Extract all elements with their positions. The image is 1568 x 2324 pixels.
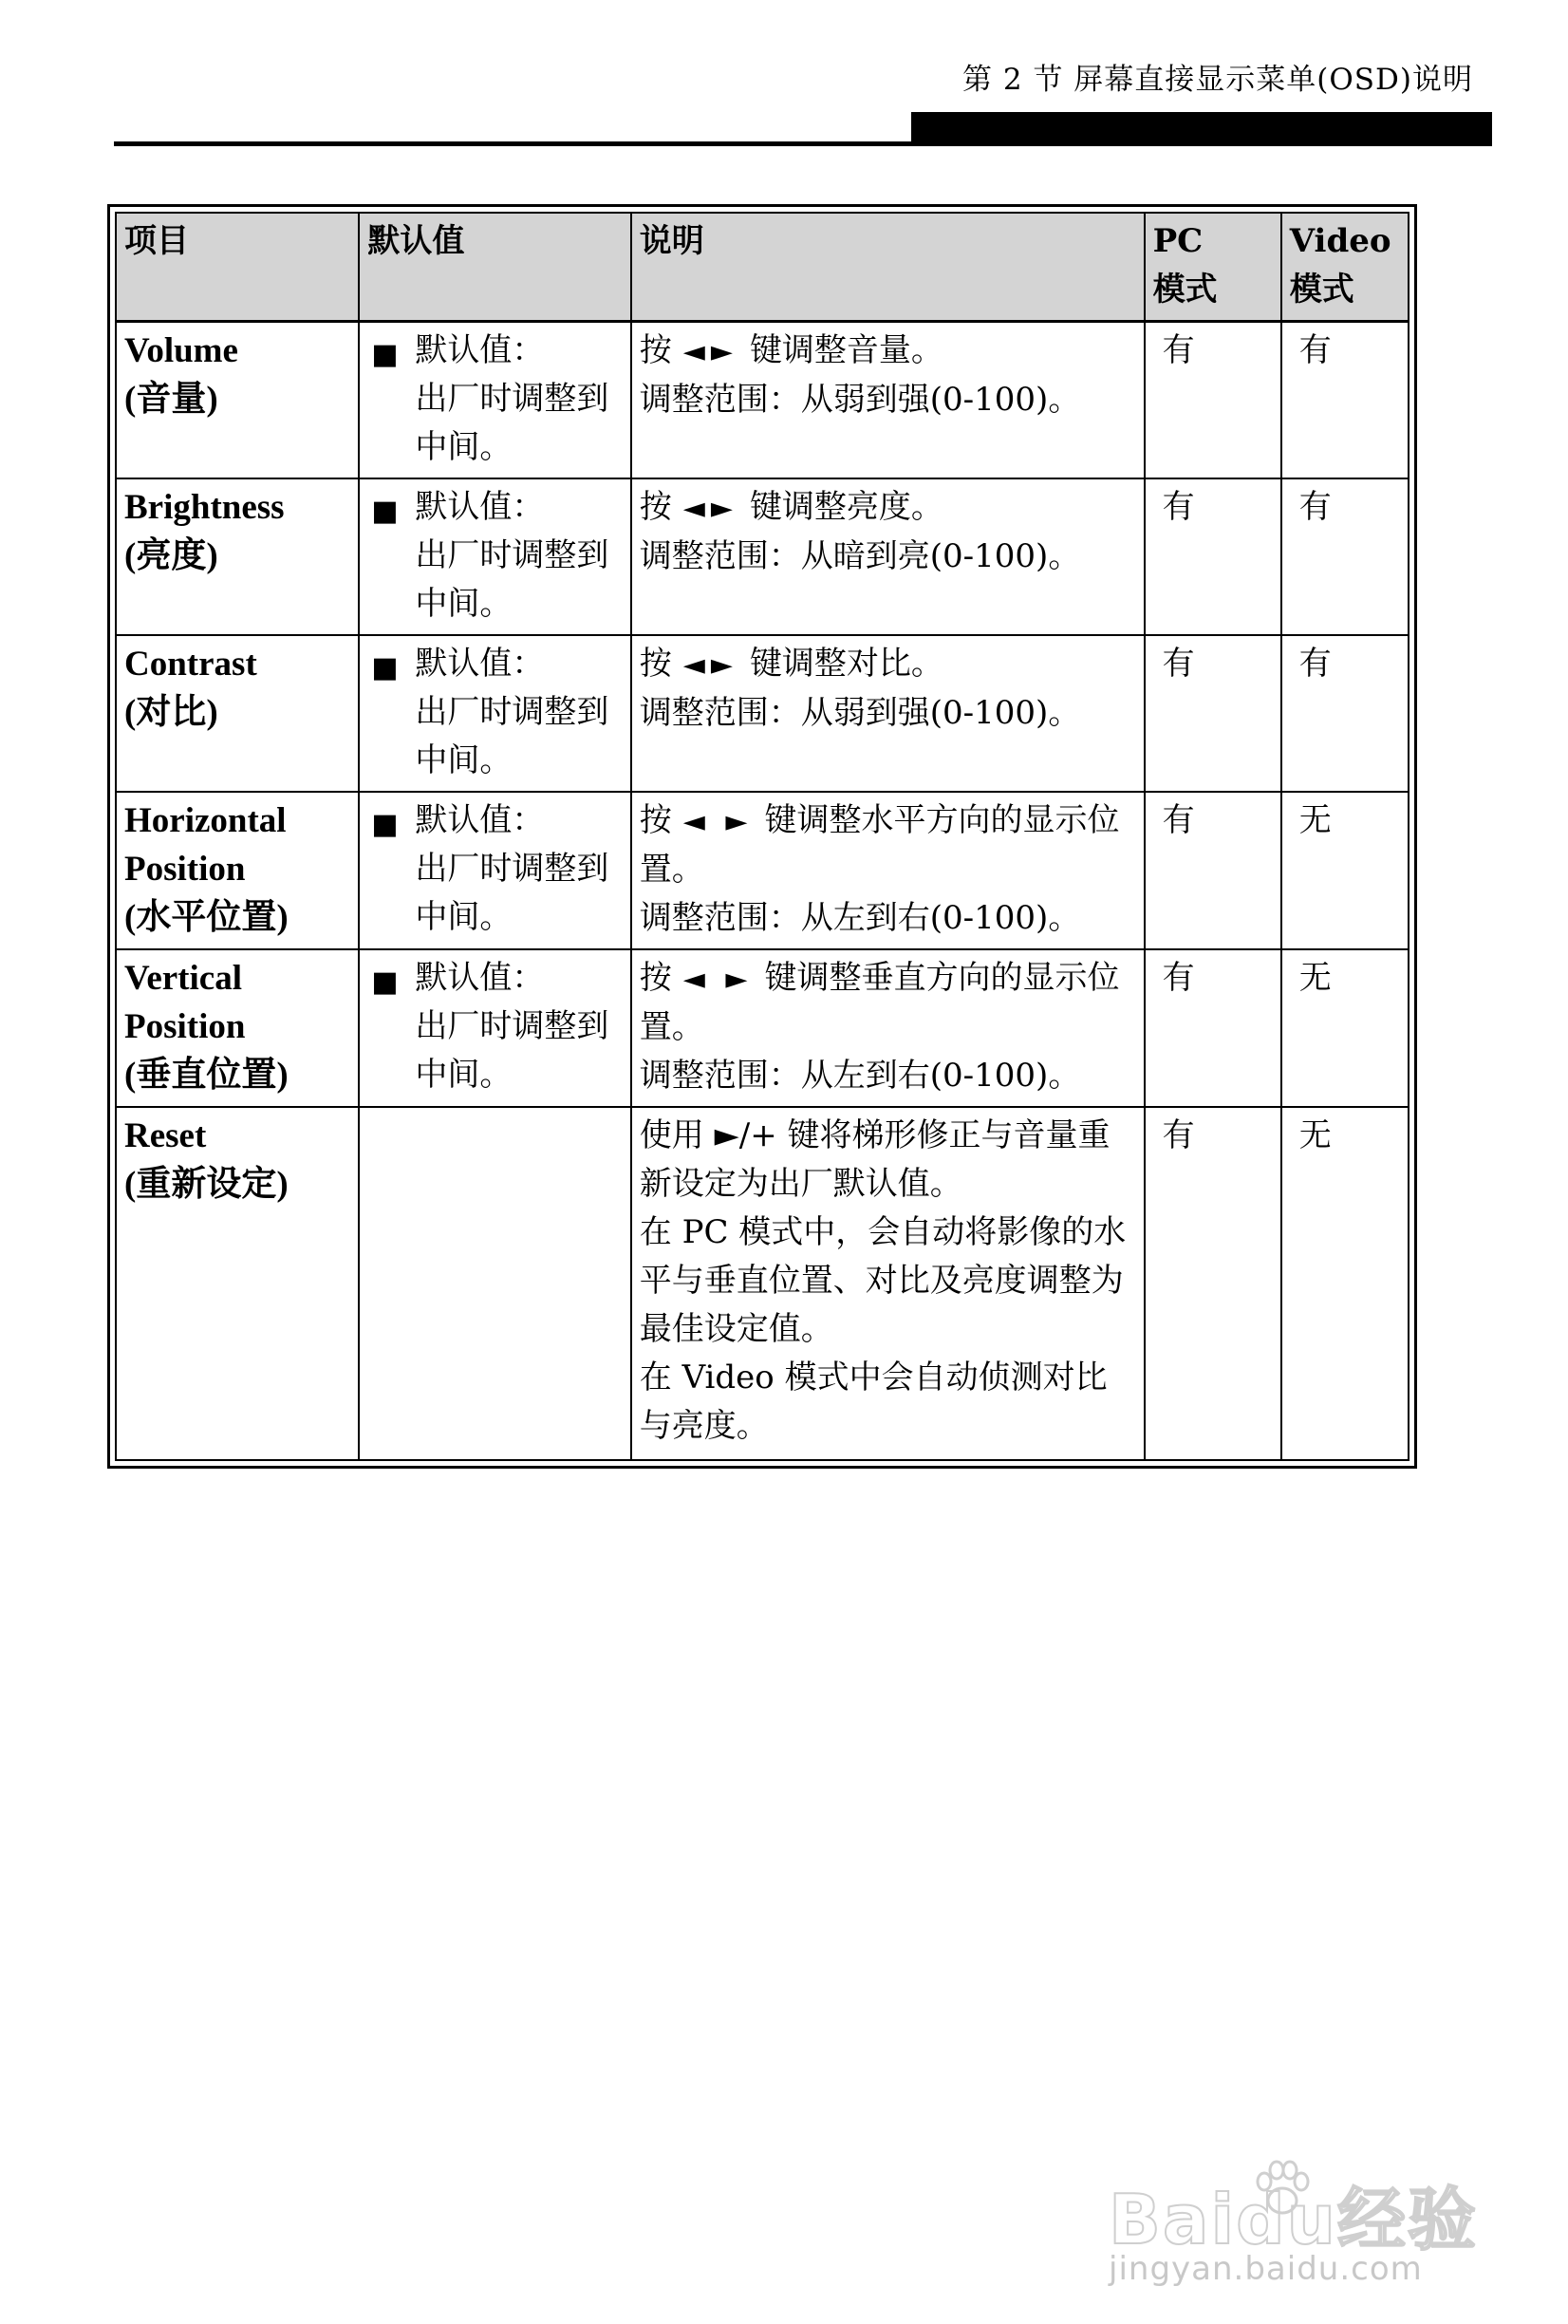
- pc-mode-cell: 有: [1145, 635, 1281, 792]
- column-header-description: 说明: [631, 213, 1145, 322]
- default-label: 默认值：: [415, 645, 545, 683]
- table-row-vertical-position: [116, 949, 1409, 1107]
- square-bullet-icon: ■: [371, 651, 399, 684]
- square-bullet-icon: ■: [371, 495, 399, 528]
- pc-mode-cell: 有: [1145, 1107, 1281, 1460]
- item-name-cell: [116, 1107, 359, 1460]
- default-value: 出厂时调整到中间。: [415, 536, 609, 623]
- default-value: 出厂时调整到中间。: [415, 380, 609, 466]
- default-label: 默认值：: [415, 801, 545, 839]
- item-name-en-line2: Position: [124, 850, 246, 889]
- left-right-arrow-icon: ◄►: [682, 648, 738, 682]
- table-header-row: [116, 213, 1409, 322]
- pc-mode-label-line2: 模式: [1152, 271, 1218, 309]
- pc-mode-cell: 有: [1145, 478, 1281, 635]
- pc-mode-label-line1: PC: [1152, 222, 1204, 260]
- description-cell: [631, 478, 1145, 635]
- description-cell: [631, 322, 1145, 479]
- default-value: 出厂时调整到中间。: [415, 693, 609, 779]
- description-range: 调整范围：从弱到强(0-100)。: [639, 381, 1081, 419]
- square-bullet-icon: ■: [371, 808, 399, 841]
- description-cell: [631, 635, 1145, 792]
- square-bullet-icon: ■: [371, 338, 399, 371]
- item-name-zh: (垂直位置): [124, 1056, 289, 1095]
- item-name-zh: (重新设定): [124, 1165, 289, 1204]
- video-mode-cell: 有: [1281, 322, 1409, 479]
- left-right-arrow-icon: ◄ ►: [682, 963, 754, 996]
- description-line: 按 ◄ ► 键调整垂直方向的显示位置。: [640, 954, 1136, 1052]
- default-label: 默认值：: [415, 959, 545, 997]
- description-range: 调整范围：从弱到强(0-100)。: [639, 694, 1081, 732]
- item-name-cell: [116, 478, 359, 635]
- description-range: 调整范围：从暗到亮(0-100)。: [639, 537, 1081, 575]
- left-right-arrow-icon: ◄►: [682, 492, 738, 525]
- description-paragraph: 在 Video 模式中会自动侦测对比与亮度。: [639, 1359, 1108, 1445]
- default-label: 默认值：: [415, 331, 545, 369]
- osd-table-frame: [107, 204, 1417, 1469]
- default-cell: [359, 322, 630, 479]
- default-cell: [359, 478, 630, 635]
- item-name-en-line2: Position: [124, 1007, 246, 1046]
- video-mode-label-line2: 模式: [1289, 271, 1354, 309]
- column-header-pc-mode: [1145, 213, 1281, 322]
- description-line: 按 ◄► 键调整音量。: [640, 327, 1136, 376]
- pc-mode-cell: 有: [1145, 949, 1281, 1107]
- video-mode-cell: 无: [1281, 1107, 1409, 1460]
- item-name-en: Contrast: [124, 645, 257, 684]
- item-name-cell: [116, 635, 359, 792]
- watermark-url: jingyan.baidu.com: [1109, 2250, 1423, 2288]
- item-name-en: Brightness: [124, 488, 285, 527]
- table-row-brightness: [116, 478, 1409, 635]
- item-name-cell: [116, 322, 359, 479]
- square-bullet-icon: ■: [371, 965, 399, 999]
- description-line: 按 ◄► 键调整亮度。: [640, 483, 1136, 533]
- column-header-default: 默认值: [359, 213, 630, 322]
- page-header: [0, 0, 1568, 152]
- item-name-en-line1: Horizontal: [124, 801, 287, 840]
- description-cell: [631, 792, 1145, 949]
- left-right-arrow-icon: ◄►: [682, 335, 738, 368]
- item-name-zh: (对比): [124, 693, 218, 732]
- default-cell: [359, 949, 630, 1107]
- default-value: 出厂时调整到中间。: [415, 850, 609, 936]
- header-rule: [114, 141, 1473, 146]
- video-mode-cell: 无: [1281, 949, 1409, 1107]
- section-title: 第 2 节 屏幕直接显示菜单(OSD)说明: [962, 63, 1473, 97]
- item-name-en: Reset: [124, 1116, 207, 1155]
- video-mode-label-line1: Video: [1289, 222, 1391, 260]
- description-line: 按 ◄► 键调整对比。: [640, 640, 1136, 689]
- item-name-cell: [116, 792, 359, 949]
- table-row-reset: [116, 1107, 1409, 1460]
- paw-icon: [1249, 2155, 1316, 2221]
- default-cell-empty: [359, 1107, 630, 1460]
- column-header-video-mode: [1281, 213, 1409, 322]
- default-value: 出厂时调整到中间。: [415, 1007, 609, 1094]
- video-mode-cell: 无: [1281, 792, 1409, 949]
- watermark-brand-text: Baidu经验: [1109, 2180, 1478, 2259]
- default-cell: [359, 635, 630, 792]
- description-paragraph: 在 PC 模式中，会自动将影像的水平与垂直位置、对比及亮度调整为最佳设定值。: [639, 1213, 1127, 1348]
- table-row-contrast: [116, 635, 1409, 792]
- video-mode-cell: 有: [1281, 635, 1409, 792]
- column-header-item: 项目: [116, 213, 359, 322]
- osd-settings-table: [115, 212, 1409, 1461]
- default-label: 默认值：: [415, 488, 545, 526]
- pc-mode-cell: 有: [1145, 792, 1281, 949]
- table-row-horizontal-position: [116, 792, 1409, 949]
- item-name-en-line1: Vertical: [124, 959, 242, 998]
- item-name-cell: [116, 949, 359, 1107]
- description-cell: [631, 949, 1145, 1107]
- left-right-arrow-icon: ◄ ►: [682, 805, 754, 838]
- item-name-zh: (音量): [124, 380, 218, 419]
- description-cell: [631, 1107, 1145, 1460]
- item-name-zh: (水平位置): [124, 898, 289, 937]
- baidu-jingyan-watermark: [1109, 2155, 1507, 2297]
- item-name-zh: (亮度): [124, 536, 218, 575]
- description-range: 调整范围：从左到右(0-100)。: [639, 1057, 1081, 1095]
- video-mode-cell: 有: [1281, 478, 1409, 635]
- item-name-en: Volume: [124, 331, 238, 370]
- default-cell: [359, 792, 630, 949]
- description-range: 调整范围：从左到右(0-100)。: [639, 899, 1081, 937]
- description-paragraph: 使用 ►/+ 键将梯形修正与音量重新设定为出厂默认值。: [639, 1116, 1111, 1203]
- pc-mode-cell: 有: [1145, 322, 1281, 479]
- table-row-volume: [116, 322, 1409, 479]
- description-line: 按 ◄ ► 键调整水平方向的显示位置。: [640, 797, 1136, 894]
